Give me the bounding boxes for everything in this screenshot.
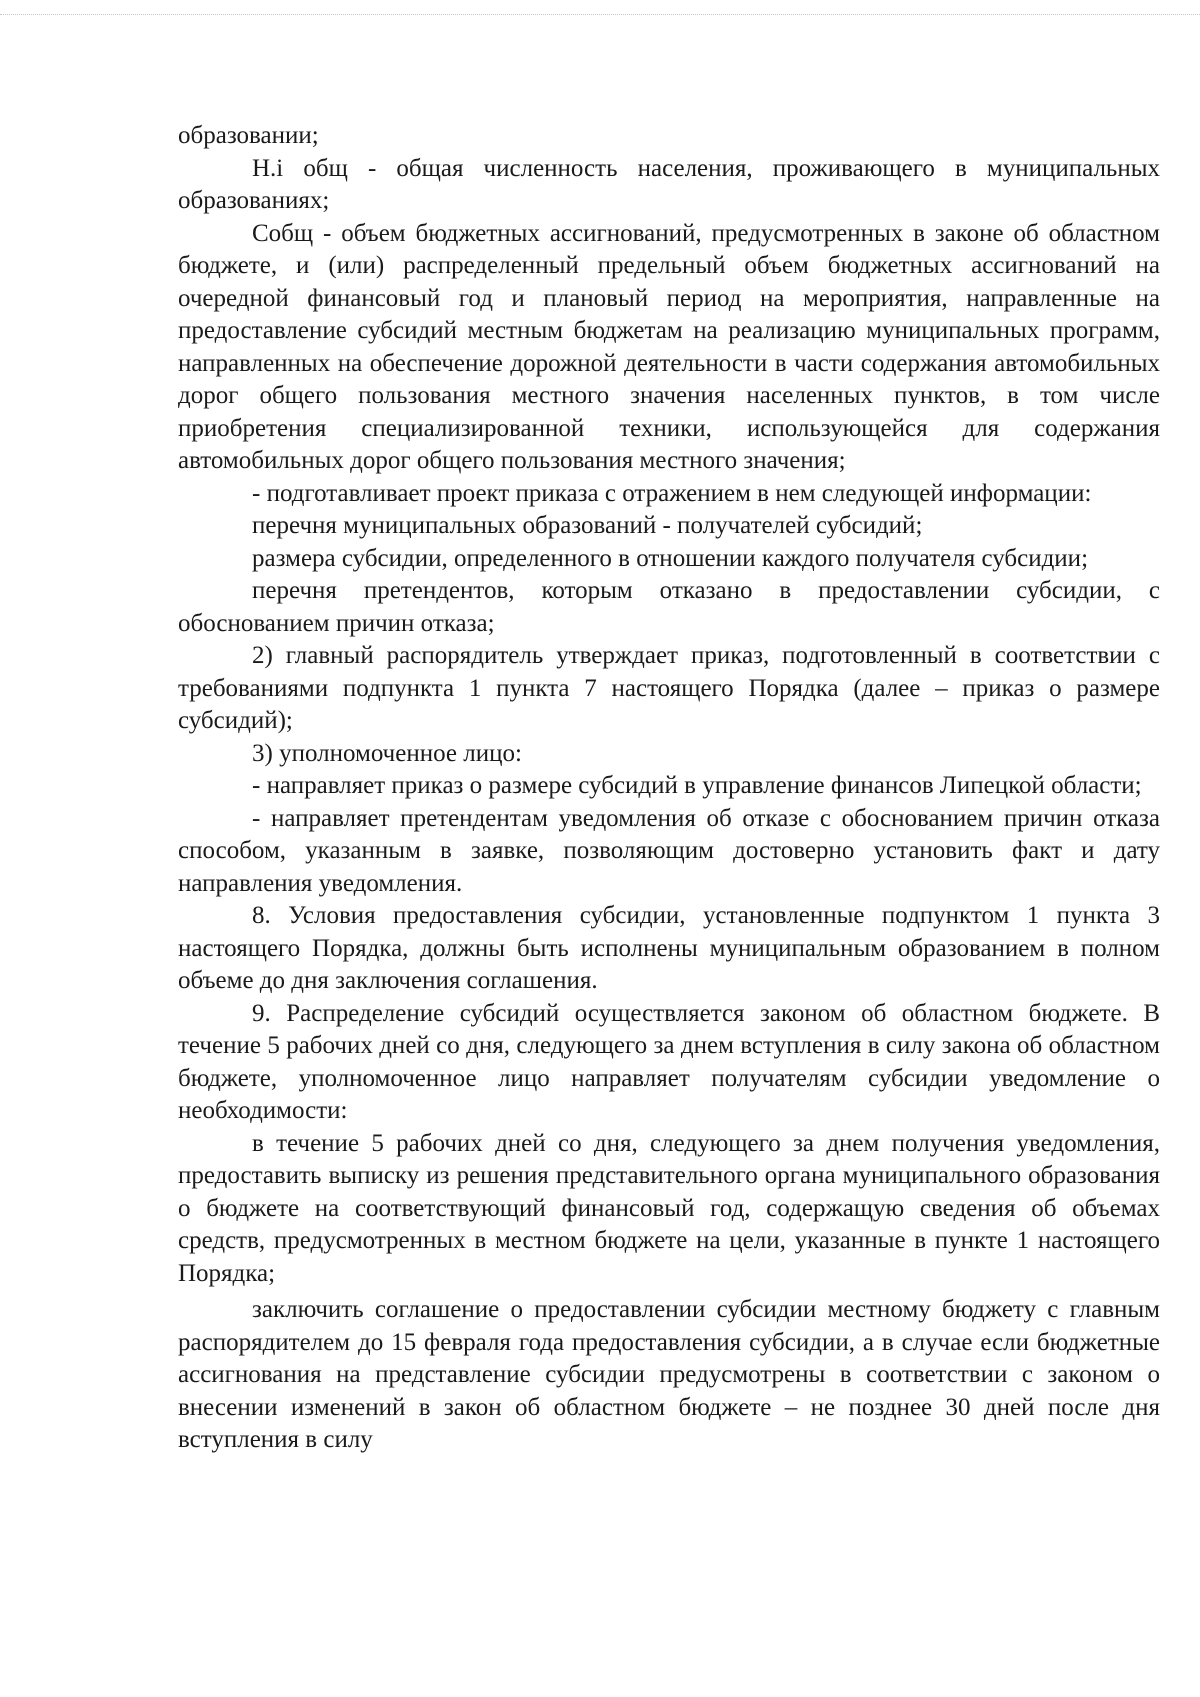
paragraph-10: - направляет приказ о размере субсидий в управление финансов Липецкой области; xyxy=(252,772,1142,799)
paragraph-12: 8. Условия предоставления субсидии, установленные подпунктом 1 пункта 3 настоящего Порядка, должны быть исполнены муниципальным образованием в полном объеме до дня заключения соглашения. xyxy=(178,902,1160,994)
paragraph-4: - подготавливает проект приказа с отражением в нем следующей информации: xyxy=(252,479,1092,507)
paragraph-8: 2) главный распорядитель утверждает приказ, подготовленный в соответствии с требованиями подпункта 1 пункта 7 настоящего Порядка (далее – приказ о размере субсидий); xyxy=(178,642,1160,734)
paragraph-13: 9. Распределение субсидий осуществляется законом об областном бюджете. В течение 5 рабочих дней со дня, следующего за днем вступления в силу закона об областном бюджете, уполномоченное лицо направляет получателям субсидии уведомление о необходимости: xyxy=(178,999,1160,1124)
paragraph-2: H.i общ - общая численность населения, проживающего в муниципальных образованиях; xyxy=(178,154,1160,214)
paragraph-14: в течение 5 рабочих дней со дня, следующего за днем получения уведомления, предоставить выписку из решения представительного органа муниципального образования о бюджете на соответствующий финансовый год, содержащую сведения об объемах средств, предусмотренных в местном бюджете на цели, указанные в пункте 1 настоящего Порядка; xyxy=(178,1129,1160,1287)
paragraph-5: перечня муниципальных образований - получателей субсидий; xyxy=(252,512,923,539)
paragraph-6: размера субсидии, определенного в отношении каждого получателя субсидии; xyxy=(252,544,1089,572)
scan-artifact-line xyxy=(0,14,1200,15)
paragraph-7: перечня претендентов, которым отказано в предоставлении субсидии, с обоснованием причин отказа; xyxy=(178,577,1160,637)
paragraph-15: заключить соглашение о предоставлении субсидии местному бюджету с главным распорядителем до 15 февраля года предоставления субсидии, а в случае если бюджетные ассигнования на представление субсидии предусмотрены в соответствии с законом о внесении изменений в закон об областном бюджете – не позднее 30 дней после дня вступления в силу xyxy=(178,1296,1160,1453)
paragraph-1: образовании; xyxy=(178,122,319,149)
paragraph-9: 3) уполномоченное лицо: xyxy=(252,739,522,767)
document-page xyxy=(178,120,1160,1457)
paragraph-3: Собщ - объем бюджетных ассигнований, предусмотренных в законе об областном бюджете, и (или) распределенный предельный объем бюджетных ассигнований на очередной финансовый год и плановый период на мероприятия, направленные на предоставление субсидий местным бюджетам на реализацию муниципальных программ, направленных на обеспечение дорожной деятельности в части содержания автомобильных дорог общего пользования местного значения населенных пунктов, в том числе приобретения специализированной техники, использующейся для содержания автомобильных дорог общего пользования местного значения; xyxy=(178,219,1160,474)
paragraph-11: - направляет претендентам уведомления об отказе с обоснованием причин отказа способом, указанным в заявке, позволяющим достоверно установить факт и дату направления уведомления. xyxy=(178,804,1160,897)
